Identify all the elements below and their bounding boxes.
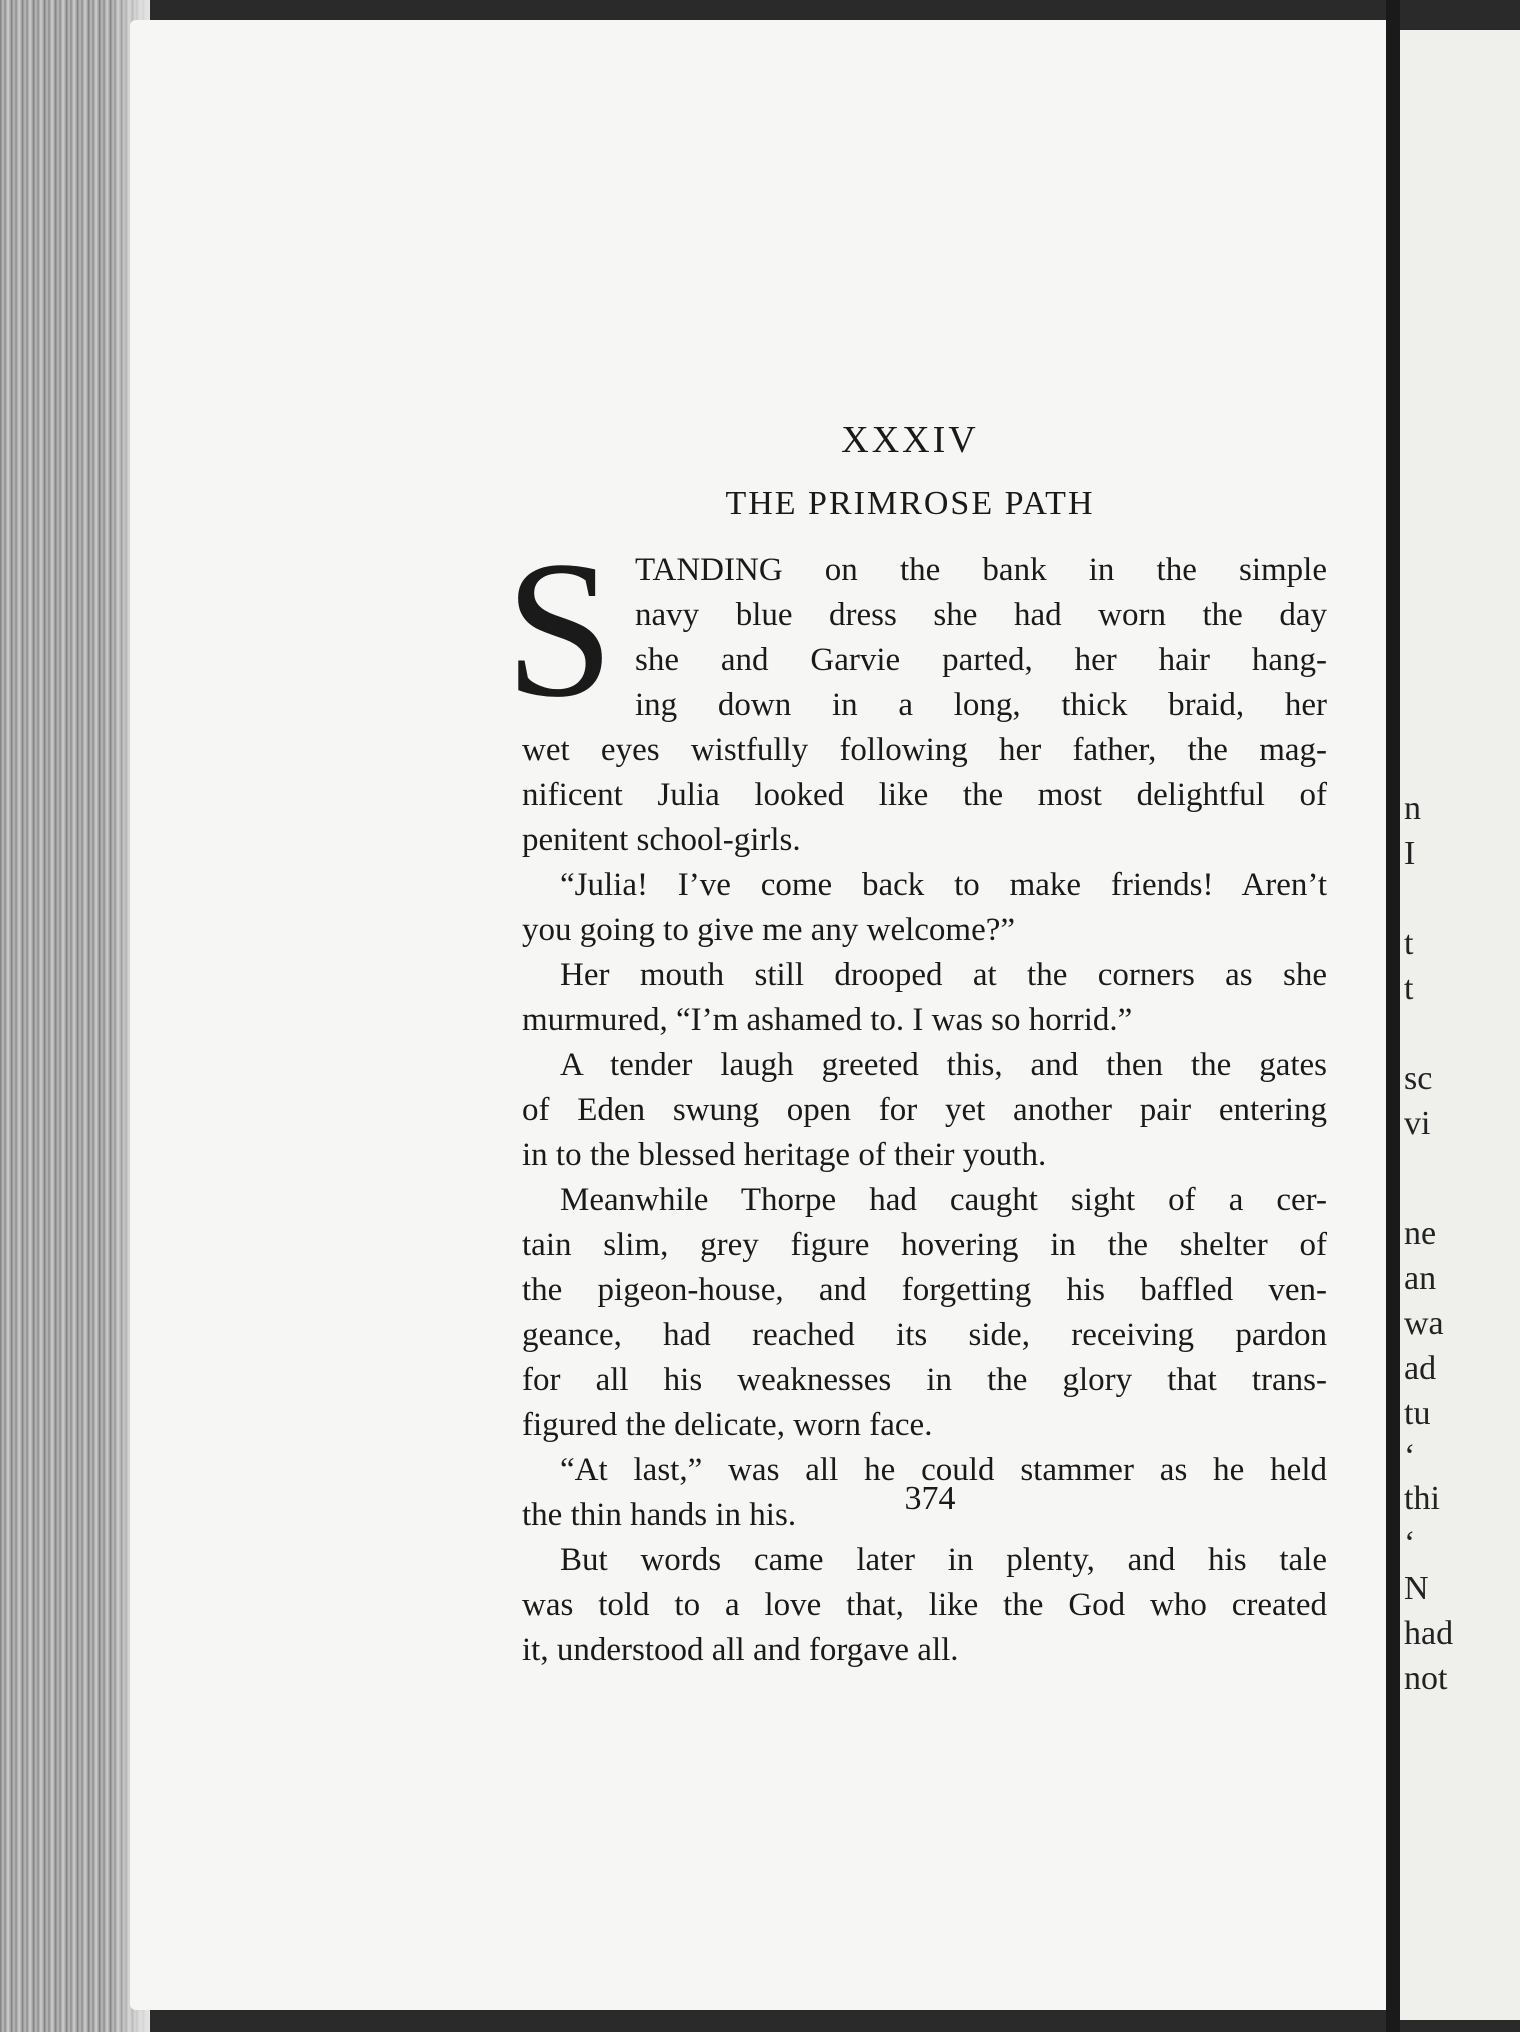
paragraph (522, 548, 1327, 863)
paragraph (522, 1043, 1327, 1178)
text-line: the thin hands in his. (522, 1497, 797, 1533)
text-line: for all his weaknesses in the glory that trans- (522, 1362, 1327, 1398)
text-line: figured the delicate, worn face. (522, 1407, 933, 1443)
paragraph (522, 1178, 1327, 1448)
text-line: Meanwhile Thorpe had caught sight of a cer- (560, 1182, 1327, 1218)
drop-cap: S (505, 521, 615, 738)
right-page-fragment: thi (1404, 1480, 1440, 1517)
chapter-title: THE PRIMROSE PATH (725, 485, 1095, 522)
text-line: you going to give me any welcome?” (522, 912, 1016, 948)
text-line: nificent Julia looked like the most delightful of (522, 777, 1327, 813)
text-line: murmured, “I’m ashamed to. I was so horrid.” (522, 1002, 1133, 1038)
text-line: A tender laugh greeted this, and then the gates (560, 1047, 1327, 1083)
text-line: TANDING on the bank in the simple (635, 552, 1327, 588)
right-page-fragment: not (1404, 1660, 1448, 1697)
right-page-fragment: sc (1404, 1060, 1433, 1097)
text-line: navy blue dress she had worn the day (635, 597, 1327, 633)
text-line: geance, had reached its side, receiving pardon (522, 1317, 1327, 1353)
text-line: “Julia! I’ve come back to make friends! Aren’t (560, 867, 1327, 903)
right-page (1400, 30, 1520, 2020)
right-page-fragment: N (1404, 1570, 1429, 1607)
text-line: tain slim, grey figure hovering in the shelter of (522, 1227, 1327, 1263)
right-page-fragment: ‘ (1404, 1438, 1416, 1475)
right-page-fragment: vi (1404, 1105, 1431, 1142)
right-page-fragment: ne (1404, 1215, 1437, 1252)
right-page-fragment: t (1404, 925, 1414, 962)
paragraph (522, 953, 1327, 1043)
text-line: it, understood all and forgave all. (522, 1632, 959, 1668)
paragraph (522, 1538, 1327, 1673)
text-line: penitent school-girls. (522, 822, 801, 858)
book-page-edges (0, 0, 150, 2032)
right-page-fragment: ‘ (1404, 1525, 1416, 1562)
text-line: was told to a love that, like the God who created (522, 1587, 1327, 1623)
text-line: of Eden swung open for yet another pair entering (522, 1092, 1327, 1128)
right-page-fragment: had (1404, 1615, 1454, 1652)
text-line: the pigeon-house, and forgetting his baffled ven- (522, 1272, 1327, 1308)
right-page-fragment: t (1404, 970, 1414, 1007)
text-line: Her mouth still drooped at the corners as she (560, 957, 1327, 993)
text-line: “At last,” was all he could stammer as he held (560, 1452, 1327, 1488)
text-line: But words came later in plenty, and his tale (560, 1542, 1327, 1578)
paragraph (522, 863, 1327, 953)
right-page-fragment: n (1404, 790, 1421, 827)
chapter-number: XXXIV (841, 419, 979, 461)
text-line: in to the blessed heritage of their youth. (522, 1137, 1047, 1173)
right-page-fragment: wa (1404, 1305, 1444, 1342)
right-page-fragment: ad (1404, 1350, 1437, 1387)
page-number: 374 (904, 1480, 956, 1517)
text-line: ing down in a long, thick braid, her (635, 687, 1327, 723)
book-gutter (1386, 0, 1400, 2032)
right-page-fragment: an (1404, 1260, 1437, 1297)
right-page-fragment: tu (1404, 1395, 1431, 1432)
text-line: she and Garvie parted, her hair hang- (635, 642, 1327, 678)
right-page-fragment: I (1404, 835, 1416, 872)
text-line: wet eyes wistfully following her father, the mag- (522, 732, 1327, 768)
